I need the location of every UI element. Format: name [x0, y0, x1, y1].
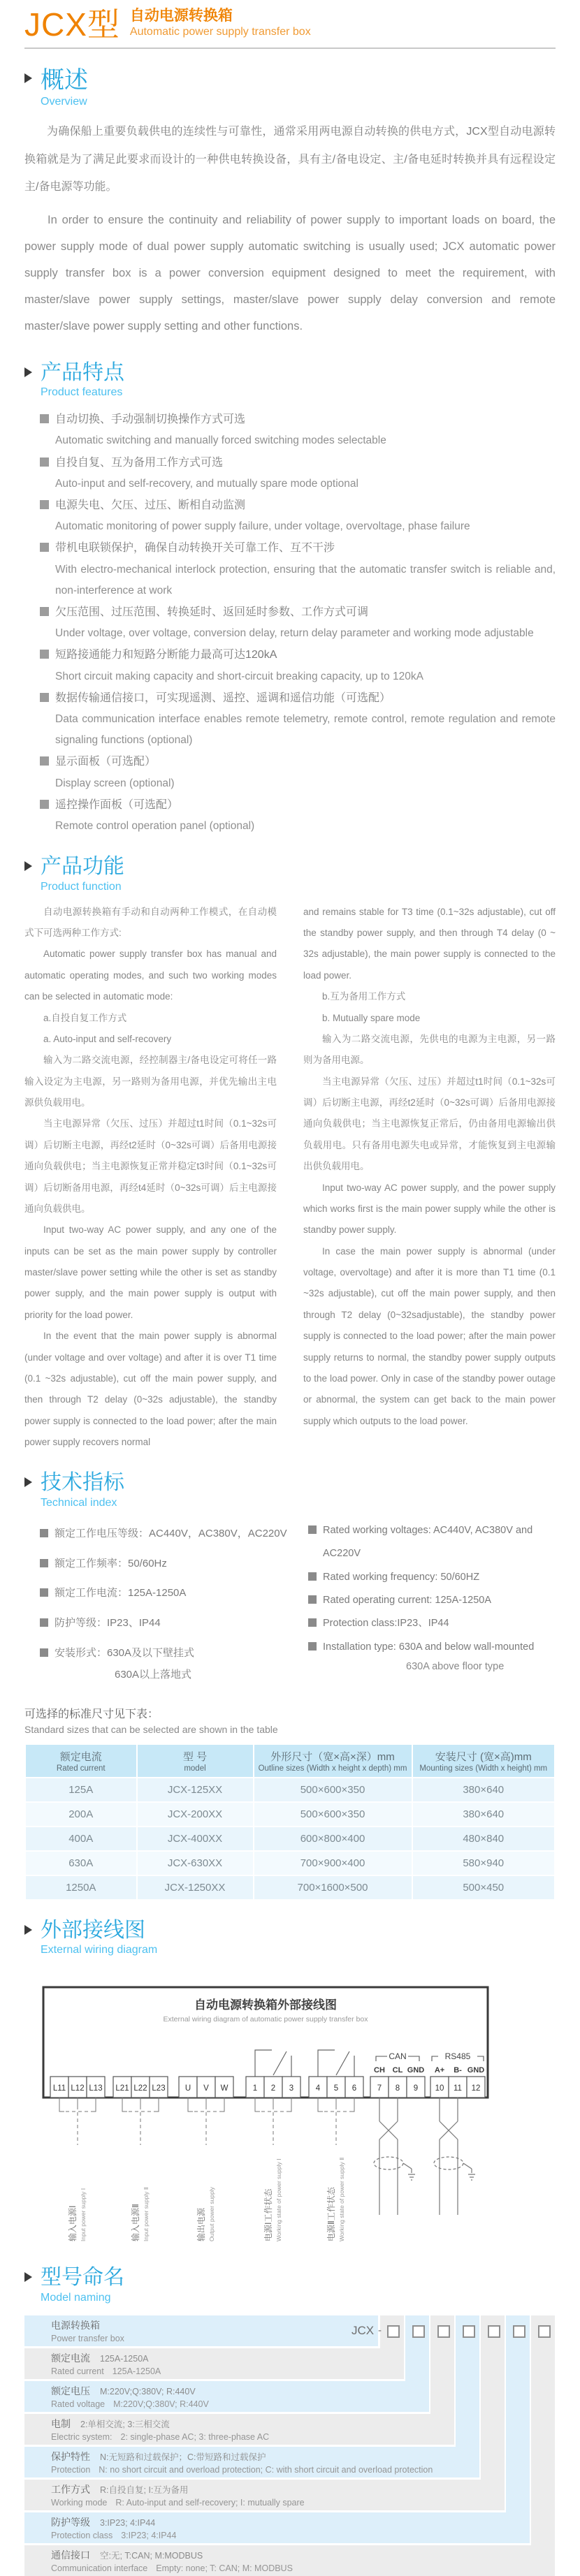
naming-desc-en: M:220V;Q:380V; R:440V	[113, 2399, 209, 2409]
function-paragraph: Input two-way AC power supply, and any one of the inputs can be set as the main power supply by controller master/slave power setting while the other is set as standby power supply, and the main power supply is output with priority for the load power.	[24, 1224, 277, 1320]
svg-text:输出电源: 输出电源	[196, 2208, 206, 2242]
cell: 600×800×400	[254, 1827, 412, 1850]
cell: 700×1600×500	[254, 1876, 412, 1899]
function-paragraph: 自动电源转换箱有手动和自动两种工作模式，在自动模式下可选两种工作方式:	[24, 906, 277, 939]
naming-placeholder-box	[463, 2325, 475, 2338]
section-title-zh: 型号命名	[41, 2266, 124, 2290]
twisted-pair-can-icon	[374, 2098, 415, 2215]
function-paragraph: In the event that the main power supply is abnormal (under voltage and over voltage) and after it is over T1 time (0.1 ~32s adjustable), cut off the main power supply, and then through T2 delay (0~32s adjustable), the standby power supply is connected to the load power; after the main power supply recovers normal	[24, 1331, 277, 1448]
bullet-square-icon	[40, 1648, 48, 1657]
feature-zh: 自投自复、互为备用工作方式可选	[55, 456, 224, 469]
function-paragraph: a. Auto-input and self-recovery	[43, 1033, 172, 1044]
naming-row	[24, 2381, 429, 2412]
section-title-en: Overview	[41, 96, 87, 108]
cell: JCX-1250XX	[138, 1876, 253, 1899]
tech-columns	[24, 1519, 556, 1681]
column-header-zh: 型 号	[182, 1750, 208, 1763]
section-title-en: Technical index	[41, 1496, 117, 1509]
naming-desc-zh: R:自投自复; I:互为备用	[100, 2484, 189, 2495]
pin-label: CL	[392, 2066, 403, 2075]
section-marker-icon	[24, 861, 32, 871]
cell: 500×450	[413, 1876, 555, 1899]
function-paragraph: 输入为二路交流电源，经控制器主/备电设定可将任一路输入设定为主电源，另一路则为备用电源，并优先输出主电源供负载用电。	[24, 1055, 277, 1108]
column-header-en: model	[184, 1764, 206, 1773]
pin-label: GND	[467, 2066, 485, 2075]
svg-text:Output power supply: Output power supply	[208, 2187, 215, 2242]
cell: 580×940	[413, 1852, 555, 1875]
function-paragraph: Input two-way AC power supply, and the power supply which works first is the main power supply while the other is standby power supply.	[303, 1182, 556, 1236]
naming-row	[24, 2315, 378, 2346]
naming-placeholder-box	[437, 2325, 450, 2338]
svg-text:电源Ⅰ工作状态: 电源Ⅰ工作状态	[263, 2188, 273, 2242]
naming-row	[24, 2414, 454, 2445]
naming-desc-en: Empty: none; T: CAN; M: MODBUS	[156, 2563, 293, 2573]
naming-strip	[531, 2315, 555, 2546]
tech-item: 安装形式：630A及以下壁挂式	[55, 1646, 195, 1659]
bullet-square-icon	[40, 1588, 48, 1597]
feature-item	[40, 687, 556, 752]
section-title-zh: 产品特点	[41, 360, 124, 384]
feature-item	[40, 644, 556, 687]
naming-label-zh: 电制	[51, 2417, 71, 2429]
bullet-square-icon	[308, 1572, 317, 1581]
naming-prefix: JCX	[351, 2323, 375, 2337]
function-right-column	[303, 902, 556, 1454]
bullet-square-icon	[308, 1642, 317, 1651]
bullet-square-icon	[40, 543, 49, 552]
naming-desc-en: R: Auto-input and self-recovery; I: mutually spare	[115, 2497, 305, 2508]
section-title-zh: 产品功能	[41, 855, 124, 879]
naming-label-en: Communication interface	[51, 2563, 148, 2573]
cell: 200A	[26, 1803, 136, 1826]
tech-right-column	[308, 1519, 556, 1681]
naming-label-zh: 防护等级	[51, 2516, 90, 2528]
tech-left-column	[40, 1519, 287, 1681]
feature-zh: 短路接通能力和短路分断能力最高可达120kA	[55, 649, 277, 661]
naming-row	[24, 2447, 479, 2478]
cell: 380×640	[413, 1803, 555, 1826]
cell: JCX-200XX	[138, 1803, 253, 1826]
naming-label-en: Rated voltage	[51, 2399, 106, 2409]
feature-zh: 遥控操作面板（可选配）	[55, 798, 179, 811]
column-header-zh: 外形尺寸（宽×高×深）mm	[270, 1750, 395, 1763]
feature-en: Under voltage, over voltage, conversion delay, return delay parameter and working mode adjustable	[55, 627, 534, 640]
svg-text:2: 2	[270, 2084, 276, 2093]
svg-text:4: 4	[315, 2084, 321, 2093]
naming-label-en: Protection class	[51, 2530, 113, 2540]
bullet-square-icon	[40, 500, 49, 509]
product-title-zh: 自动电源转换箱	[129, 8, 233, 24]
naming-desc-zh: M:220V;Q:380V; R:440V	[100, 2386, 196, 2396]
naming-label-en: Working mode	[51, 2497, 108, 2508]
cell: 500×600×350	[254, 1803, 412, 1826]
function-paragraph: b.互为备用工作方式	[322, 991, 406, 1002]
naming-desc-zh: 125A-1250A	[100, 2353, 149, 2364]
naming-label-en: Rated current	[51, 2366, 104, 2376]
function-paragraph: Automatic power supply transfer box has manual and automatic operating modes, and such two working modes can be selected in automatic mode:	[24, 949, 277, 1002]
feature-zh: 欠压范围、过压范围、转换延时、返回延时参数、工作方式可调	[55, 606, 369, 618]
bullet-square-icon	[308, 1618, 317, 1627]
svg-text:电源Ⅱ工作状态: 电源Ⅱ工作状态	[326, 2187, 336, 2242]
svg-text:L11: L11	[52, 2084, 66, 2093]
model-naming-chart	[24, 2315, 556, 2575]
bullet-square-icon	[40, 458, 49, 467]
naming-placeholder-box	[412, 2325, 425, 2338]
feature-en: Automatic switching and manually forced switching modes selectable	[55, 434, 386, 447]
cell: 700×900×400	[254, 1852, 412, 1875]
naming-desc-en: 2: single-phase AC; 3: three-phase AC	[120, 2431, 270, 2442]
svg-text:11: 11	[454, 2084, 462, 2093]
page-header	[24, 0, 556, 41]
naming-row	[24, 2348, 404, 2379]
bullet-square-icon	[40, 756, 49, 766]
pin-label: GND	[407, 2066, 425, 2075]
bullet-square-icon	[40, 607, 49, 616]
group-labels	[67, 2158, 345, 2241]
cell: 480×840	[413, 1827, 555, 1850]
naming-label-zh: 电源转换箱	[51, 2319, 100, 2331]
table-row	[26, 1827, 554, 1850]
section-title-en: Model naming	[41, 2291, 111, 2304]
naming-desc-zh: N:无短路和过载保护；C:带短路和过载保护	[100, 2452, 266, 2462]
svg-text:Input power supply Ⅱ: Input power supply Ⅱ	[143, 2187, 150, 2242]
feature-item	[40, 409, 556, 451]
rs485-bus-label: RS485	[444, 2051, 471, 2062]
svg-text:9: 9	[413, 2084, 419, 2093]
product-model: JCX型	[24, 6, 120, 43]
feature-en: Display screen (optional)	[55, 777, 175, 789]
naming-desc-en: N: no short circuit and overload protection; C: with short circuit and overload protection	[99, 2464, 433, 2475]
feature-item	[40, 537, 556, 601]
overview-paragraph-zh: 为确保船上重要负载供电的连续性与可靠性，通常采用两电源自动转换的供电方式，JCX型自动电源转换箱就是为了满足此要求而设计的一种供电转换设备，具有主/备电设定、主/备电延时转换并具有远程设定主/备电源等功能。	[24, 126, 556, 193]
sizes-note-zh: 可选择的标准尺寸见下表：	[24, 1708, 159, 1720]
function-paragraph: b. Mutually spare mode	[322, 1012, 421, 1023]
cell: 630A	[26, 1852, 136, 1875]
feature-zh: 显示面板（可选配）	[55, 756, 157, 768]
function-left-column	[24, 902, 277, 1454]
svg-text:Input power supply Ⅰ: Input power supply Ⅰ	[80, 2188, 87, 2242]
naming-placeholder-box	[387, 2325, 400, 2338]
naming-label-zh: 工作方式	[51, 2483, 90, 2495]
naming-label-en: Electric system:	[51, 2431, 113, 2442]
feature-item	[40, 495, 556, 537]
twisted-pair-rs485-icon	[434, 2098, 475, 2215]
bullet-square-icon	[40, 414, 49, 423]
cell: 380×640	[413, 1778, 555, 1801]
svg-text:L22: L22	[133, 2084, 147, 2093]
naming-label-en: Power transfer box	[51, 2333, 124, 2343]
section-overview-header	[24, 67, 556, 108]
naming-label-zh: 额定电压	[51, 2385, 90, 2396]
standard-sizes-table	[24, 1743, 556, 1901]
section-title-en: Product function	[41, 880, 122, 893]
feature-item	[40, 794, 556, 837]
naming-strip	[481, 2315, 505, 2480]
svg-text:L12: L12	[71, 2084, 85, 2093]
function-paragraph: and remains stable for T3 time (0.1~32s adjustable), cut off the standby power supply, and then through T4 delay (0 ~ 32s adjustable), the main power supply is connected to the load power.	[303, 906, 556, 981]
tech-item-continued: 630A以上落地式	[115, 1668, 192, 1681]
feature-item	[40, 601, 556, 644]
svg-text:6: 6	[351, 2084, 357, 2093]
table-header-row	[26, 1745, 554, 1777]
tech-item: Protection class:IP23、IP44	[323, 1618, 449, 1630]
wiring-diagram	[42, 1977, 556, 2248]
svg-text:U: U	[184, 2084, 191, 2093]
cell: JCX-630XX	[138, 1852, 253, 1875]
svg-text:L23: L23	[152, 2084, 166, 2093]
feature-en: Remote control operation panel (optional)	[55, 819, 255, 832]
naming-desc-zh: 空:无; T:CAN; M:MODBUS	[100, 2550, 203, 2561]
svg-text:8: 8	[395, 2084, 400, 2093]
svg-text:输入电源Ⅰ: 输入电源Ⅰ	[68, 2205, 78, 2242]
diagram-title-zh: 自动电源转换箱外部接线图	[194, 1998, 337, 2012]
tech-item: Rated operating current: 125A-1250A	[323, 1594, 492, 1606]
svg-text:3: 3	[289, 2084, 294, 2093]
feature-en: Automatic monitoring of power supply failure, under voltage, overvoltage, phase failure	[55, 520, 470, 533]
header-divider	[24, 47, 556, 49]
naming-desc-zh: 2:单相交流; 3:三相交流	[80, 2419, 170, 2429]
naming-placeholder-box	[538, 2325, 551, 2338]
column-header-en: Rated current	[56, 1764, 106, 1773]
section-naming-header	[24, 2266, 556, 2304]
sizes-note-en: Standard sizes that can be selected are shown in the table	[24, 1723, 278, 1735]
svg-text:V: V	[203, 2084, 209, 2093]
naming-dash: -	[378, 2324, 382, 2336]
tech-item: Rated working voltages: AC440V, AC380V and AC220V	[323, 1524, 533, 1560]
bullet-square-icon	[308, 1525, 317, 1534]
svg-text:Working state of power supply: Working state of power supply Ⅱ	[338, 2157, 345, 2242]
feature-en: With electro-mechanical interlock protection, ensuring that the automatic transfer switch is reliable and, non-interference at work	[55, 563, 556, 597]
naming-desc-en: 3:IP23; 4:IP44	[121, 2530, 177, 2540]
bullet-square-icon	[40, 1618, 48, 1627]
function-columns	[24, 902, 556, 1454]
naming-row	[24, 2545, 555, 2576]
function-paragraph: 输入为二路交流电源，先供电的电源为主电源，另一路则为备用电源。	[303, 1033, 556, 1066]
feature-en: Data communication interface enables remote telemetry, remote control, remote regulation and remote signaling functions (optional)	[55, 712, 556, 747]
diagram-title-en: External wiring diagram of automatic power supply transfer box	[163, 2015, 368, 2024]
pin-label: CH	[374, 2066, 385, 2075]
feature-en: Auto-input and self-recovery, and mutually spare mode optional	[55, 477, 358, 490]
section-title-en: Product features	[41, 386, 123, 399]
section-wiring-header	[24, 1919, 556, 1957]
section-marker-icon	[24, 73, 32, 83]
naming-desc-zh: 3:IP23; 4:IP44	[100, 2517, 156, 2528]
overview-paragraph-en: In order to ensure the continuity and reliability of power supply to important loads on board, the power supply mode of dual power supply automatic switching is usually used; JCX automatic power supply transfer box is a power conversion equipment designed to meet the requirement, with master/slave power supply settings, master/slave power supply delay conversion and remote master/slave power supply setting and other functions.	[24, 213, 556, 332]
section-title-en: External wiring diagram	[41, 1944, 158, 1956]
svg-text:W: W	[220, 2084, 229, 2093]
svg-text:L13: L13	[89, 2084, 103, 2093]
group-brackets	[59, 2098, 354, 2145]
naming-desc-en: 125A-1250A	[112, 2366, 161, 2376]
svg-text:12: 12	[471, 2084, 481, 2093]
feature-list	[40, 409, 556, 837]
section-title-zh: 概述	[41, 67, 88, 94]
tech-item: 额定工作频率：50/60Hz	[55, 1557, 167, 1569]
product-title-en: Automatic power supply transfer box	[129, 26, 311, 38]
section-function-header	[24, 855, 556, 893]
column-header-en: Outline sizes (Width x height x depth) mm	[258, 1764, 407, 1773]
naming-label-zh: 额定电流	[51, 2352, 90, 2364]
naming-label-zh: 保护特性	[51, 2450, 90, 2462]
table-row	[26, 1852, 554, 1875]
bullet-square-icon	[40, 1559, 48, 1567]
column-header-zh: 安装尺寸 (宽×高)mm	[435, 1750, 532, 1763]
tech-item: 防护等级：IP23、IP44	[55, 1617, 161, 1630]
svg-text:输入电源Ⅱ: 输入电源Ⅱ	[131, 2204, 140, 2242]
svg-text:Working state of power supply: Working state of power supply Ⅰ	[275, 2158, 282, 2242]
feature-zh: 自动切换、手动强制切换操作方式可选	[55, 414, 246, 426]
bullet-square-icon	[308, 1595, 317, 1604]
bullet-square-icon	[40, 1529, 48, 1537]
tech-item: Rated working frequency: 50/60HZ	[323, 1571, 480, 1583]
cell: 400A	[26, 1827, 136, 1850]
section-features-header	[24, 361, 556, 400]
tech-item: 额定工作电压等级：AC440V，AC380V，AC220V	[55, 1527, 287, 1539]
tech-item: 额定工作电流：125A-1250A	[55, 1587, 187, 1600]
changeover-contact-icon	[255, 2050, 354, 2077]
pin-label: A+	[434, 2066, 445, 2075]
svg-text:7: 7	[377, 2084, 382, 2093]
function-paragraph: a.自投自复工作方式	[43, 1012, 127, 1023]
wiring-diagram-svg	[42, 1977, 493, 2244]
bullet-square-icon	[40, 693, 49, 702]
feature-zh: 数据传输通信接口，可实现遥测、遥控、遥调和遥信功能（可选配）	[55, 691, 391, 704]
section-tech-header	[24, 1471, 556, 1509]
cell: JCX-400XX	[138, 1827, 253, 1850]
table-row	[26, 1778, 554, 1801]
section-marker-icon	[24, 1477, 32, 1487]
naming-row	[24, 2480, 505, 2510]
svg-text:10: 10	[435, 2084, 444, 2093]
svg-text:5: 5	[333, 2084, 339, 2093]
column-header-en: Mounting sizes (Width x height) mm	[419, 1764, 548, 1773]
function-paragraph: 当主电源异常（欠压、过压）并超过t1时间（0.1~32s可调）后切断主电源，再经t2延时（0~32s可调）后备用电源接通向负载供电；当主电源恢复正常并稳定t3时间（0.1~32s可调）后切断备用电源，再经t4延时（0~32s可调）后主电源接通向负载供电。	[24, 1118, 277, 1214]
table-row	[26, 1803, 554, 1826]
cell: 1250A	[26, 1876, 136, 1899]
svg-text:1: 1	[252, 2084, 258, 2093]
section-title-zh: 技术指标	[41, 1471, 124, 1495]
naming-label-zh: 通信接口	[51, 2549, 90, 2561]
naming-placeholder-box	[513, 2325, 525, 2338]
section-marker-icon	[24, 367, 32, 377]
function-paragraph: 当主电源异常（欠压、过压）并超过t1时间（0.1~32s可调）后切断主电源，再经t2延时（0~32s可调）后备用电源接通向负载供电；当主电源恢复正常后，仍由备用电源输出供负载用电。只有备用电源失电或异常，才能恢复到主电源输出供负载用电。	[303, 1076, 556, 1172]
naming-label-en: Protection	[51, 2464, 91, 2475]
cell: JCX-125XX	[138, 1778, 253, 1801]
table-row	[26, 1876, 554, 1899]
function-paragraph: In case the main power supply is abnormal (under voltage, overvoltage) and after it is more than T1 time (0.1 ~32s adjustable), cut off the main power supply, and then through T2 delay (0~32sadjustable), the standby power supply is connected to the load power; after the main power supply returns to normal, the standby power supply outputs to the load power. Only in case of the standby power outage or abnormal, the system can get back to the main power supply which outputs to the load power.	[303, 1245, 556, 1426]
bullet-square-icon	[40, 650, 49, 659]
section-title-zh: 外部接线图	[41, 1918, 145, 1942]
bullet-square-icon	[40, 800, 49, 809]
tech-item: Installation type: 630A and below wall-mounted	[323, 1641, 535, 1653]
feature-zh: 带机电联锁保护，确保自动转换开关可靠工作、互不干涉	[55, 542, 335, 555]
feature-item	[40, 452, 556, 495]
column-header-zh: 额定电流	[59, 1750, 102, 1763]
naming-row	[24, 2512, 530, 2543]
svg-text:L21: L21	[115, 2084, 129, 2093]
tech-item-continued: 630A above floor type	[406, 1661, 505, 1672]
can-bus-label: CAN	[389, 2051, 407, 2062]
cell: 500×600×350	[254, 1778, 412, 1801]
pin-label: B-	[454, 2066, 462, 2075]
cell: 125A	[26, 1778, 136, 1801]
naming-placeholder-box	[488, 2325, 500, 2338]
feature-en: Short circuit making capacity and short-circuit breaking capacity, up to 120kA	[55, 670, 423, 682]
feature-zh: 电源失电、欠压、过压、断相自动监测	[55, 499, 246, 511]
section-marker-icon	[24, 1925, 32, 1935]
naming-strip	[506, 2315, 530, 2513]
feature-item	[40, 751, 556, 793]
section-marker-icon	[24, 2272, 32, 2282]
